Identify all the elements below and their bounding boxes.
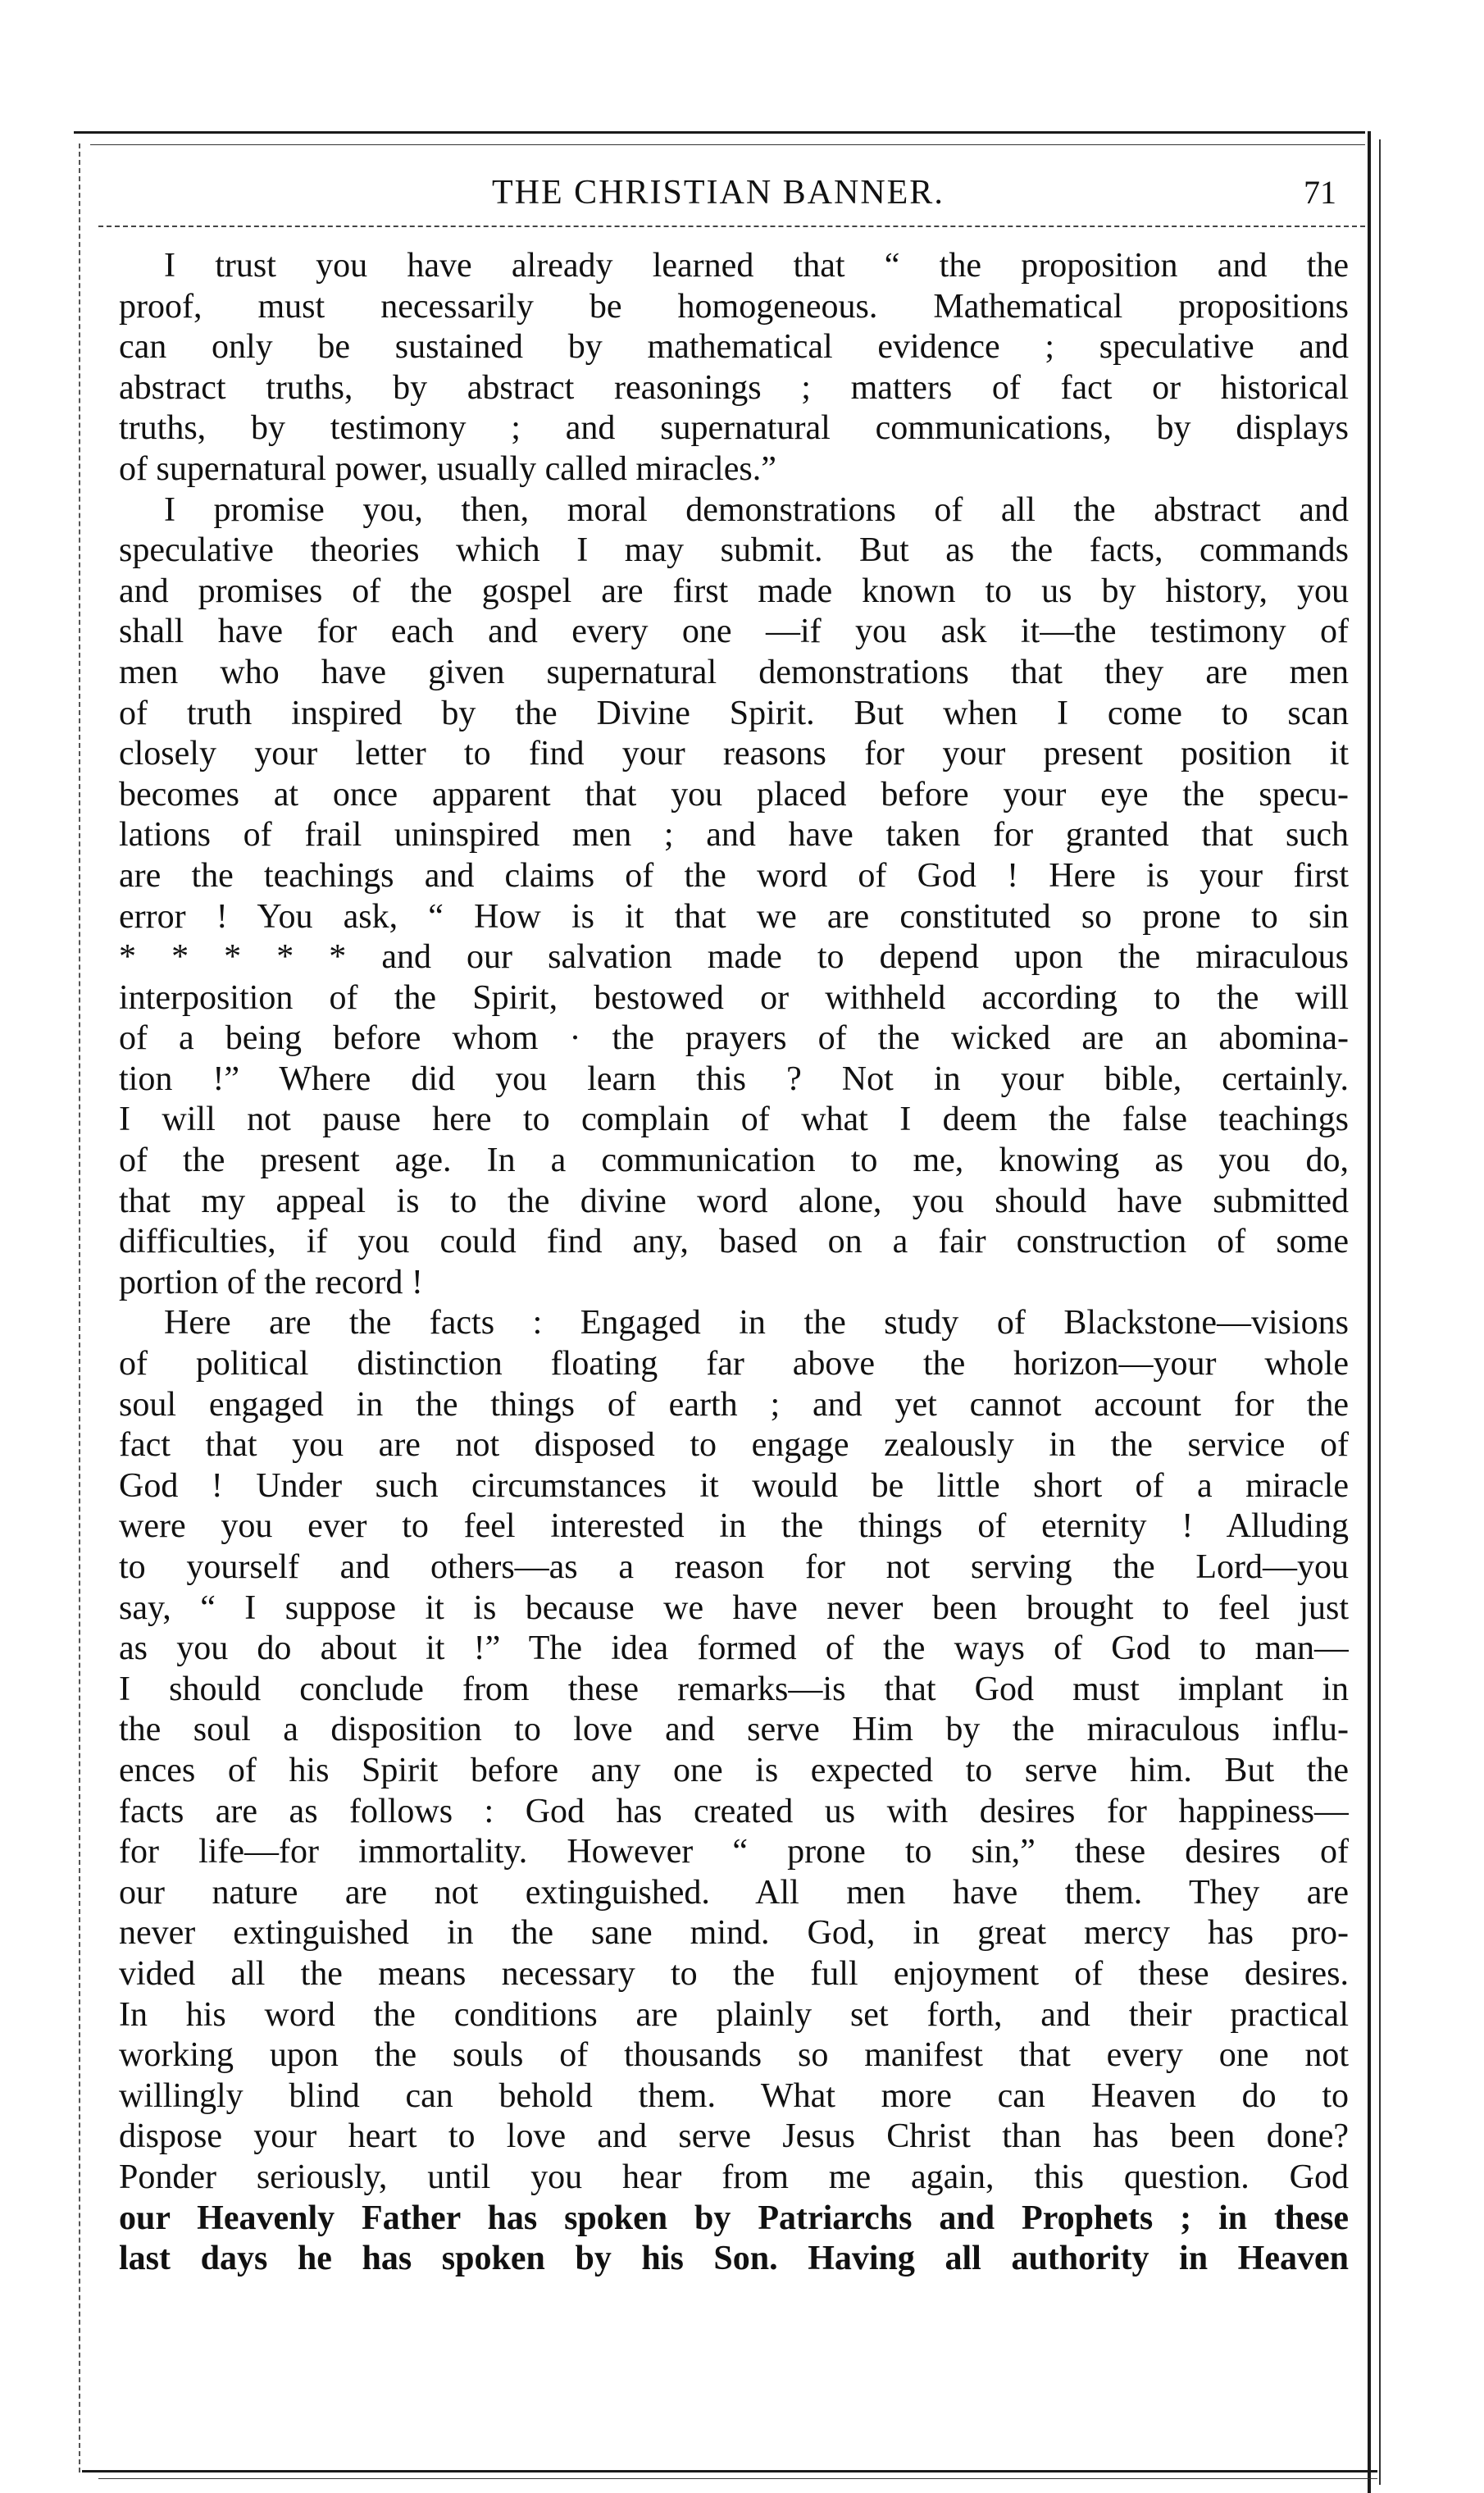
text-line: I will not pause here to complain of what I deem the false teachings xyxy=(119,1101,1349,1139)
text-line: the soul a disposition to love and serve Him by the miraculous influ- xyxy=(119,1711,1349,1749)
text-line: truths, by testimony ; and supernatural communications, by displays xyxy=(119,409,1349,448)
page-frame-right-rule xyxy=(1368,131,1371,2493)
text-line: proof, must necessarily be homogeneous. Mathematical propositions xyxy=(119,287,1349,326)
text-line: God ! Under such circumstances it would be little short of a miracle xyxy=(119,1466,1349,1505)
text-line: closely your letter to find your reasons for your present position it xyxy=(119,735,1349,773)
running-header xyxy=(107,168,1353,217)
text-line: to yourself and others—as a reason for not serving the Lord—you xyxy=(119,1548,1349,1586)
text-line: In his word the conditions are plainly set forth, and their practical xyxy=(119,1995,1349,2034)
header-rule xyxy=(98,226,1365,227)
page-number: 71 xyxy=(1304,174,1336,211)
body-text xyxy=(119,246,1349,2280)
page-frame-bottom-inner-rule xyxy=(98,2478,1377,2479)
text-line: abstract truths, by abstract reasonings ; matters of fact or historical xyxy=(119,368,1349,407)
text-line: Ponder seriously, until you hear from me again, this question. God xyxy=(119,2158,1349,2196)
text-line: for life—for immortality. However “ prone to sin,” these desires of xyxy=(119,1833,1349,1871)
text-line: never extinguished in the sane mind. God, in great mercy has pro- xyxy=(119,1914,1349,1953)
text-line: fact that you are not disposed to engage zealously in the service of xyxy=(119,1426,1349,1465)
page-frame-bottom-rule xyxy=(82,2470,1377,2472)
running-title: THE CHRISTIAN BANNER. xyxy=(492,174,945,212)
page-frame-right-inner-rule xyxy=(1379,139,1381,2485)
text-line: error ! You ask, “ How is it that we are constituted so prone to sin xyxy=(119,897,1349,936)
text-line: of truth inspired by the Divine Spirit. But when I come to scan xyxy=(119,694,1349,732)
text-line: of political distinction floating far above the horizon—your whole xyxy=(119,1345,1349,1383)
text-line: of the present age. In a communication to me, knowing as you do, xyxy=(119,1142,1349,1180)
text-line: shall have for each and every one —if you ask it—the testimony of xyxy=(119,613,1349,651)
text-line: vided all the means necessary to the full enjoyment of these desires. xyxy=(119,1954,1349,1993)
text-line: I trust you have already learned that “ the proposition and the xyxy=(164,247,1349,285)
text-line: difficulties, if you could find any, based on a fair construction of some xyxy=(119,1223,1349,1261)
text-line: say, “ I suppose it is because we have never been brought to feel just xyxy=(119,1588,1349,1627)
text-line: portion of the record ! xyxy=(119,1263,423,1301)
page-frame-left-rule xyxy=(79,144,80,2472)
text-line: our nature are not extinguished. All men have them. They are xyxy=(119,1873,1349,1912)
text-line: lations of frail uninspired men ; and have taken for granted that such xyxy=(119,816,1349,855)
text-line: working upon the souls of thousands so manifest that every one not xyxy=(119,2036,1349,2075)
text-line: facts are as follows : God has created us with desires for happiness— xyxy=(119,1792,1349,1830)
text-line: that my appeal is to the divine word alone, you should have submitted xyxy=(119,1182,1349,1220)
text-line: speculative theories which I may submit. But as the facts, commands xyxy=(119,531,1349,570)
page-frame-top-inner-rule xyxy=(90,144,1365,145)
text-line: I should conclude from these remarks—is that God must implant in xyxy=(119,1670,1349,1708)
text-line: interposition of the Spirit, bestowed or withheld according to the will xyxy=(119,978,1349,1017)
text-line: becomes at once apparent that you placed before your eye the specu- xyxy=(119,775,1349,814)
text-line: I promise you, then, moral demonstrations of all the abstract and xyxy=(164,490,1349,529)
text-line: soul engaged in the things of earth ; and yet cannot account for the xyxy=(119,1385,1349,1424)
text-line: and promises of the gospel are first made known to us by history, you xyxy=(119,572,1349,610)
text-line: were you ever to feel interested in the things of eternity ! Alluding xyxy=(119,1507,1349,1546)
text-line: our Heavenly Father has spoken by Patriarchs and Prophets ; in these xyxy=(119,2199,1349,2237)
text-line: can only be sustained by mathematical evidence ; speculative and xyxy=(119,328,1349,367)
text-line: dispose your heart to love and serve Jesus Christ than has been done? xyxy=(119,2117,1349,2156)
text-line: tion !” Where did you learn this ? Not in your bible, certainly. xyxy=(119,1060,1349,1098)
page-frame-top-rule xyxy=(74,131,1365,134)
text-line: are the teachings and claims of the word of God ! Here is your first xyxy=(119,856,1349,895)
text-line: last days he has spoken by his Son. Having all authority in Heaven xyxy=(119,2240,1349,2278)
text-line: of a being before whom · the prayers of the wicked are an abomina- xyxy=(119,1019,1349,1058)
text-line: * * * * * and our salvation made to depend upon the miraculous xyxy=(119,938,1349,977)
text-line: ences of his Spirit before any one is expected to serve him. But the xyxy=(119,1751,1349,1789)
text-line: men who have given supernatural demonstrations that they are men xyxy=(119,653,1349,691)
text-line: willingly blind can behold them. What more can Heaven do to xyxy=(119,2076,1349,2115)
text-line: of supernatural power, usually called miracles.” xyxy=(119,449,776,488)
text-line: as you do about it !” The idea formed of the ways of God to man— xyxy=(119,1629,1349,1668)
text-line: Here are the facts : Engaged in the study of Blackstone—visions xyxy=(164,1304,1349,1342)
